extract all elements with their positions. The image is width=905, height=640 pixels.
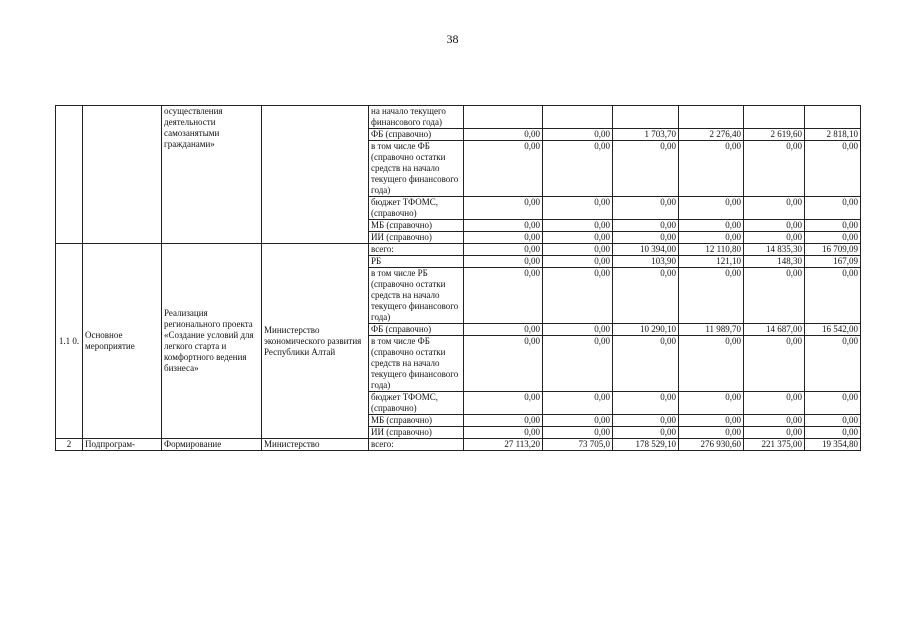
- amount-cell: 0,00: [464, 324, 543, 336]
- funding-source-cell: всего:: [369, 439, 464, 451]
- amount-cell: 0,00: [679, 268, 744, 324]
- funding-source-cell: ИИ (справочно): [369, 427, 464, 439]
- amount-cell: 0,00: [543, 129, 613, 141]
- amount-cell: 0,00: [464, 427, 543, 439]
- amount-cell: 0,00: [744, 427, 805, 439]
- amount-cell: 0,00: [464, 129, 543, 141]
- budget-table: [55, 105, 861, 451]
- amount-cell: 0,00: [543, 392, 613, 415]
- amount-cell: 0,00: [613, 427, 679, 439]
- amount-cell: 0,00: [805, 336, 861, 392]
- amount-cell: 0,00: [543, 415, 613, 427]
- row-number-cell: 2: [56, 439, 83, 451]
- amount-cell: 0,00: [543, 427, 613, 439]
- funding-source-cell: на начало текущего финансового года): [369, 106, 464, 129]
- amount-cell: 2 818,10: [805, 129, 861, 141]
- amount-cell: 10 394,00: [613, 244, 679, 256]
- measure-name-cell: Формирование: [162, 439, 262, 451]
- amount-cell: 16 709,09: [805, 244, 861, 256]
- amount-cell: 0,00: [744, 392, 805, 415]
- amount-cell: 0,00: [744, 415, 805, 427]
- row-type-cell: Основное мероприятие: [83, 244, 162, 439]
- amount-cell: 0,00: [805, 392, 861, 415]
- executor-cell: Министерство: [262, 439, 369, 451]
- amount-cell: 0,00: [613, 220, 679, 232]
- amount-cell: 0,00: [464, 256, 543, 268]
- funding-source-cell: всего:: [369, 244, 464, 256]
- amount-cell: 0,00: [613, 141, 679, 197]
- amount-cell: 0,00: [464, 415, 543, 427]
- amount-cell: [805, 106, 861, 129]
- amount-cell: [464, 106, 543, 129]
- amount-cell: 0,00: [543, 141, 613, 197]
- amount-cell: 0,00: [464, 197, 543, 220]
- amount-cell: 0,00: [613, 392, 679, 415]
- funding-source-cell: ФБ (справочно): [369, 129, 464, 141]
- amount-cell: 0,00: [464, 244, 543, 256]
- amount-cell: 0,00: [744, 268, 805, 324]
- amount-cell: 14 835,30: [744, 244, 805, 256]
- page-number: 38: [446, 32, 459, 46]
- amount-cell: 0,00: [805, 415, 861, 427]
- table-row: [56, 106, 861, 129]
- amount-cell: 0,00: [613, 336, 679, 392]
- amount-cell: 0,00: [679, 220, 744, 232]
- amount-cell: 0,00: [744, 232, 805, 244]
- funding-source-cell: в том числе ФБ (справочно остатки средств на начало текущего финансового года): [369, 336, 464, 392]
- funding-source-cell: в том числе ФБ (справочно остатки средств на начало текущего финансового года): [369, 141, 464, 197]
- amount-cell: 276 930,60: [679, 439, 744, 451]
- funding-source-cell: МБ (справочно): [369, 415, 464, 427]
- table-row: [56, 244, 861, 256]
- funding-source-cell: МБ (справочно): [369, 220, 464, 232]
- amount-cell: 0,00: [679, 336, 744, 392]
- amount-cell: [744, 106, 805, 129]
- row-number-cell: [56, 106, 83, 244]
- amount-cell: 0,00: [613, 197, 679, 220]
- table-row: [56, 439, 861, 451]
- amount-cell: 167,09: [805, 256, 861, 268]
- funding-source-cell: в том числе РБ (справочно остатки средств на начало текущего финансового года): [369, 268, 464, 324]
- amount-cell: 0,00: [744, 197, 805, 220]
- amount-cell: 1 703,70: [613, 129, 679, 141]
- funding-source-cell: РБ: [369, 256, 464, 268]
- amount-cell: 121,10: [679, 256, 744, 268]
- row-type-cell: Подпрограм-: [83, 439, 162, 451]
- executor-cell: Министерство экономического развития Республики Алтай: [262, 244, 369, 439]
- amount-cell: 0,00: [464, 220, 543, 232]
- funding-source-cell: бюджет ТФОМС, (справочно): [369, 392, 464, 415]
- amount-cell: 11 989,70: [679, 324, 744, 336]
- funding-source-cell: ФБ (справочно): [369, 324, 464, 336]
- amount-cell: 0,00: [679, 197, 744, 220]
- amount-cell: 0,00: [679, 141, 744, 197]
- amount-cell: 0,00: [805, 197, 861, 220]
- amount-cell: 0,00: [679, 232, 744, 244]
- amount-cell: 0,00: [805, 141, 861, 197]
- measure-name-cell: Реализация регионального проекта «Создание условий для легкого старта и комфортного ведения бизнеса»: [162, 244, 262, 439]
- amount-cell: 19 354,80: [805, 439, 861, 451]
- amount-cell: 0,00: [744, 220, 805, 232]
- amount-cell: 73 705,0: [543, 439, 613, 451]
- amount-cell: 0,00: [543, 336, 613, 392]
- amount-cell: 2 619,60: [744, 129, 805, 141]
- amount-cell: 14 687,00: [744, 324, 805, 336]
- amount-cell: 0,00: [464, 392, 543, 415]
- amount-cell: 0,00: [679, 415, 744, 427]
- measure-name-cell: осуществления деятельности самозанятыми гражданами»: [162, 106, 262, 244]
- amount-cell: [543, 106, 613, 129]
- amount-cell: 0,00: [543, 268, 613, 324]
- amount-cell: 0,00: [805, 268, 861, 324]
- amount-cell: 16 542,00: [805, 324, 861, 336]
- amount-cell: 178 529,10: [613, 439, 679, 451]
- executor-cell: [262, 106, 369, 244]
- funding-source-cell: бюджет ТФОМС, (справочно): [369, 197, 464, 220]
- row-type-cell: [83, 106, 162, 244]
- amount-cell: 0,00: [805, 220, 861, 232]
- amount-cell: 10 290,10: [613, 324, 679, 336]
- row-number-cell: 1.1 0.: [56, 244, 83, 439]
- amount-cell: [613, 106, 679, 129]
- amount-cell: 0,00: [464, 268, 543, 324]
- amount-cell: 0,00: [744, 141, 805, 197]
- amount-cell: 0,00: [464, 232, 543, 244]
- amount-cell: 0,00: [613, 415, 679, 427]
- amount-cell: 0,00: [679, 427, 744, 439]
- amount-cell: 0,00: [679, 392, 744, 415]
- amount-cell: 103,90: [613, 256, 679, 268]
- amount-cell: 0,00: [464, 141, 543, 197]
- amount-cell: 0,00: [543, 220, 613, 232]
- amount-cell: 0,00: [744, 336, 805, 392]
- amount-cell: 148,30: [744, 256, 805, 268]
- amount-cell: 2 276,40: [679, 129, 744, 141]
- amount-cell: 12 110,80: [679, 244, 744, 256]
- amount-cell: 0,00: [805, 232, 861, 244]
- amount-cell: 0,00: [543, 256, 613, 268]
- funding-source-cell: ИИ (справочно): [369, 232, 464, 244]
- amount-cell: 0,00: [543, 197, 613, 220]
- amount-cell: [679, 106, 744, 129]
- amount-cell: 221 375,00: [744, 439, 805, 451]
- amount-cell: 0,00: [464, 336, 543, 392]
- amount-cell: 0,00: [613, 268, 679, 324]
- amount-cell: 0,00: [543, 324, 613, 336]
- amount-cell: 0,00: [543, 232, 613, 244]
- amount-cell: 0,00: [543, 244, 613, 256]
- amount-cell: 0,00: [805, 427, 861, 439]
- amount-cell: 0,00: [613, 232, 679, 244]
- amount-cell: 27 113,20: [464, 439, 543, 451]
